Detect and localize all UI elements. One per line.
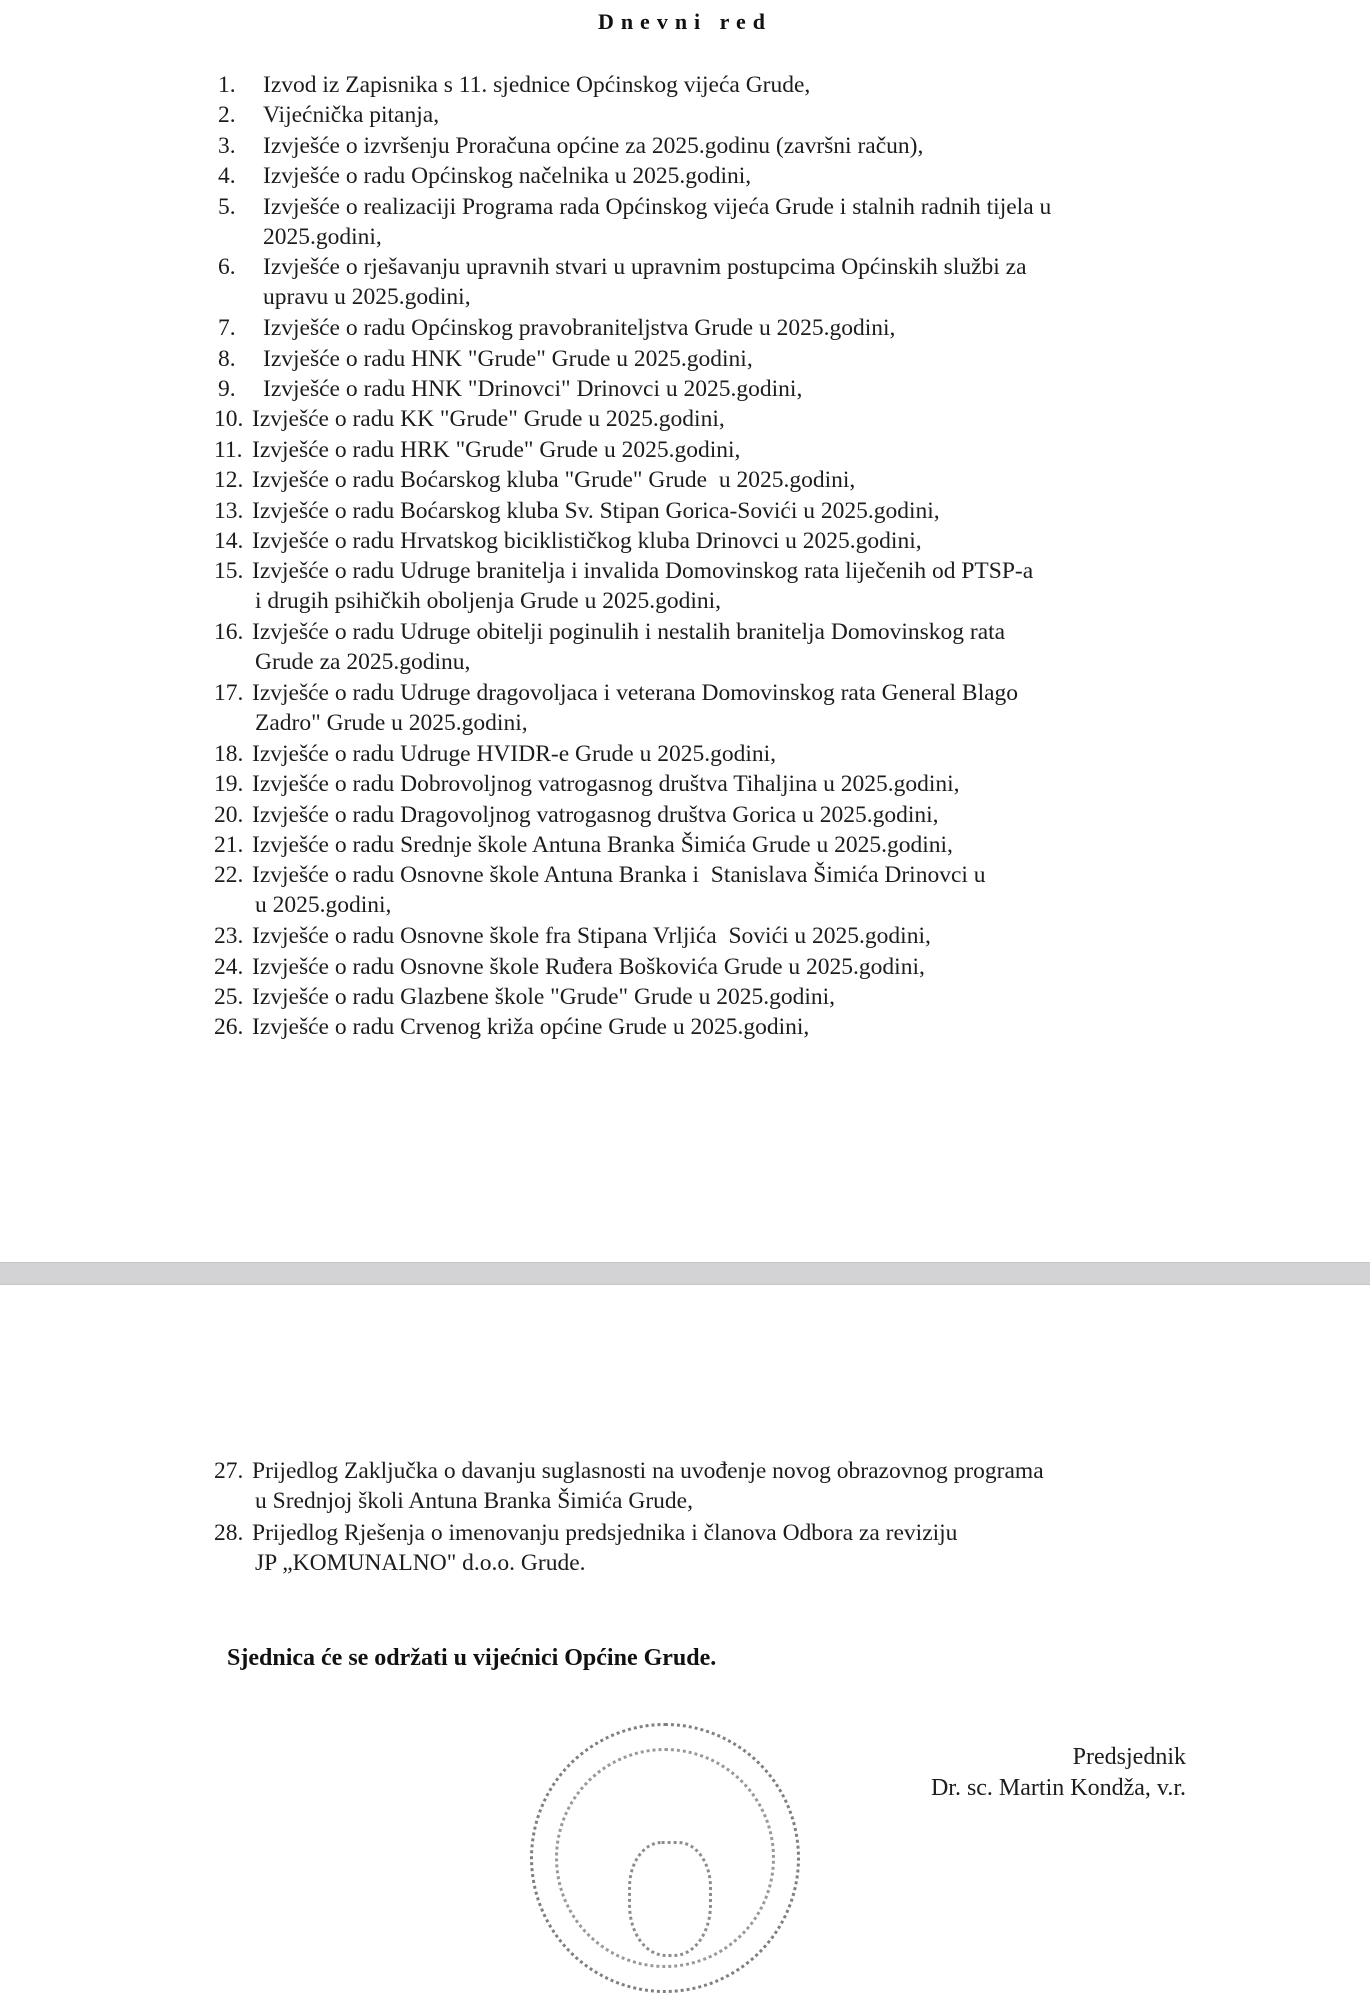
agenda-item-number: 8. xyxy=(218,345,236,372)
agenda-item-text xyxy=(252,860,1182,920)
agenda-item-number: 1. xyxy=(218,72,236,98)
agenda-item-number: 16. xyxy=(214,619,244,646)
agenda-item-line: Izvješće o radu Boćarskog kluba "Grude" Grude u 2025.godini, xyxy=(252,467,856,494)
agenda-item-line: Izvješće o izvršenju Proračuna općine za 2025.godinu (završni račun), xyxy=(263,132,924,159)
agenda-item-text xyxy=(263,192,1193,252)
agenda-item-text xyxy=(252,465,1182,495)
agenda-item-continuation: Grude za 2025.godinu, xyxy=(255,649,471,676)
agenda-item-text xyxy=(252,982,1182,1012)
official-seal-icon xyxy=(530,1723,800,1993)
agenda-item-number: 12. xyxy=(214,467,244,494)
agenda-item-text xyxy=(263,252,1193,312)
agenda-item-continuation: u Srednjoj školi Antuna Branka Šimića Grude, xyxy=(255,1488,693,1514)
agenda-item-line: Izvješće o realizaciji Programa rada Općinskog vijeća Grude i stalnih radnih tijela u xyxy=(263,193,1052,220)
agenda-item-line: Izvješće o radu Općinskog pravobraniteljstva Grude u 2025.godini, xyxy=(263,315,896,342)
agenda-item-number: 2. xyxy=(218,102,236,129)
agenda-item-text xyxy=(263,344,1193,374)
agenda-item-number: 27. xyxy=(214,1458,244,1484)
agenda-item-line: Izvješće o radu Glazbene škole "Grude" Grude u 2025.godini, xyxy=(252,984,836,1010)
agenda-item-line: Izvješće o radu Boćarskog kluba Sv. Stipan Gorica-Sovići u 2025.godini, xyxy=(252,497,940,524)
agenda-item-text xyxy=(252,921,1182,951)
agenda-item-continuation: 2025.godini, xyxy=(263,223,382,250)
agenda-item-text xyxy=(252,404,1182,434)
agenda-item-line: Izvješće o radu HNK "Grude" Grude u 2025.godini, xyxy=(263,345,753,372)
agenda-item-number: 19. xyxy=(214,771,244,798)
agenda-item-line: Vijećnička pitanja, xyxy=(263,102,440,129)
agenda-item-line: Izvješće o radu Udruge dragovoljaca i veterana Domovinskog rata General Blago xyxy=(252,680,1019,706)
agenda-item-text xyxy=(263,70,1193,100)
agenda-item-number: 23. xyxy=(214,923,244,950)
agenda-item-text xyxy=(263,161,1193,191)
agenda-item-number: 6. xyxy=(218,254,236,281)
agenda-item-line: Prijedlog Zaključka o davanju suglasnosti na uvođenje novog obrazovnog programa xyxy=(252,1458,1044,1484)
agenda-item-number: 28. xyxy=(214,1520,244,1546)
agenda-item-text xyxy=(263,131,1193,161)
agenda-item-line: Izvješće o radu Dragovoljnog vatrogasnog društva Gorica u 2025.godini, xyxy=(252,801,939,828)
agenda-item-text xyxy=(252,1456,1182,1516)
agenda-item-line: Izvješće o radu Dobrovoljnog vatrogasnog društva Tihaljina u 2025.godini, xyxy=(252,771,960,798)
agenda-item-line: Izvješće o radu Osnovne škole fra Stipana Vrljića Sovići u 2025.godini, xyxy=(252,923,931,950)
agenda-item-number: 20. xyxy=(214,801,244,828)
agenda-item-continuation: JP „KOMUNALNO" d.o.o. Grude. xyxy=(255,1550,586,1576)
agenda-item-text xyxy=(263,374,1193,404)
signature-name: Dr. sc. Martin Kondža, v.r. xyxy=(930,1775,1186,1801)
agenda-item-text xyxy=(252,769,1182,799)
agenda-item-text xyxy=(252,617,1182,677)
agenda-item-text xyxy=(252,830,1182,860)
agenda-item-number: 4. xyxy=(218,163,236,190)
agenda-item-number: 24. xyxy=(214,953,244,980)
agenda-item-text xyxy=(252,952,1182,982)
agenda-item-text xyxy=(252,1518,1182,1578)
agenda-item-number: 13. xyxy=(214,497,244,524)
agenda-item-number: 21. xyxy=(214,832,244,858)
agenda-item-line: Izvješće o radu Udruge HVIDR-e Grude u 2025.godini, xyxy=(252,740,777,767)
agenda-item-text xyxy=(252,800,1182,830)
document-title: Dnevni red xyxy=(597,9,773,34)
agenda-item-line: Prijedlog Rješenja o imenovanju predsjednika i članova Odbora za reviziju xyxy=(252,1520,958,1546)
agenda-item-line: Izvješće o radu Udruge obitelji poginulih i nestalih branitelja Domovinskog rata xyxy=(252,619,1006,646)
agenda-item-number: 9. xyxy=(218,376,236,402)
agenda-item-text xyxy=(252,1012,1182,1042)
agenda-item-text xyxy=(252,678,1182,738)
agenda-item-continuation: upravu u 2025.godini, xyxy=(263,284,471,311)
agenda-item-number: 17. xyxy=(214,680,244,706)
agenda-item-line: Izvješće o radu HNK "Drinovci" Drinovci u 2025.godini, xyxy=(263,376,803,402)
agenda-item-line: Izvješće o radu HRK "Grude" Grude u 2025.godini, xyxy=(252,436,741,463)
agenda-item-number: 7. xyxy=(218,315,236,342)
agenda-item-text xyxy=(252,739,1182,769)
agenda-item-text xyxy=(263,313,1193,343)
agenda-item-continuation: Zadro" Grude u 2025.godini, xyxy=(255,710,528,736)
session-location-notice: Sjednica će se održati u vijećnici Općine Grude. xyxy=(227,1645,717,1671)
agenda-item-line: Izvješće o rješavanju upravnih stvari u upravnim postupcima Općinskih službi za xyxy=(263,254,1027,281)
agenda-item-line: Izvješće o radu Osnovne škole Antuna Branka i Stanislava Šimića Drinovci u xyxy=(252,862,986,889)
agenda-item-text xyxy=(252,556,1182,616)
agenda-item-text xyxy=(252,496,1182,526)
agenda-item-number: 3. xyxy=(218,132,236,159)
agenda-item-text xyxy=(252,435,1182,465)
agenda-item-line: Izvješće o radu Srednje škole Antuna Branka Šimića Grude u 2025.godini, xyxy=(252,832,953,858)
agenda-item-number: 26. xyxy=(214,1014,244,1041)
page-separator xyxy=(0,1262,1370,1285)
agenda-item-line: Izvješće o radu Hrvatskog biciklističkog kluba Drinovci u 2025.godini, xyxy=(252,528,922,554)
agenda-item-line: Izvješće o radu Crvenog križa općine Grude u 2025.godini, xyxy=(252,1014,810,1041)
agenda-item-line: Izvješće o radu Udruge branitelja i invalida Domovinskog rata liječenih od PTSP-a xyxy=(252,558,1034,585)
agenda-item-line: Izvješće o radu KK "Grude" Grude u 2025.godini, xyxy=(252,406,725,433)
agenda-item-line: Izvješće o radu Osnovne škole Ruđera Boškovića Grude u 2025.godini, xyxy=(252,953,925,980)
agenda-item-number: 5. xyxy=(218,193,236,220)
agenda-item-text xyxy=(263,100,1193,130)
agenda-item-line: Izvješće o radu Općinskog načelnika u 2025.godini, xyxy=(263,163,752,190)
agenda-item-number: 15. xyxy=(214,558,244,585)
agenda-item-continuation: u 2025.godini, xyxy=(255,892,392,919)
agenda-item-number: 22. xyxy=(214,862,244,889)
seal-emblem xyxy=(628,1841,712,1957)
signature-role: Predsjednik xyxy=(1072,1744,1186,1770)
agenda-item-number: 10. xyxy=(214,406,244,433)
agenda-item-number: 18. xyxy=(214,740,244,767)
agenda-item-number: 25. xyxy=(214,984,244,1010)
agenda-item-continuation: i drugih psihičkih oboljenja Grude u 2025.godini, xyxy=(255,588,722,615)
agenda-item-line: Izvod iz Zapisnika s 11. sjednice Općinskog vijeća Grude, xyxy=(263,72,811,98)
agenda-item-text xyxy=(252,526,1182,556)
agenda-item-number: 14. xyxy=(214,528,244,554)
agenda-item-number: 11. xyxy=(214,436,243,463)
signature-block xyxy=(931,1742,1186,1804)
